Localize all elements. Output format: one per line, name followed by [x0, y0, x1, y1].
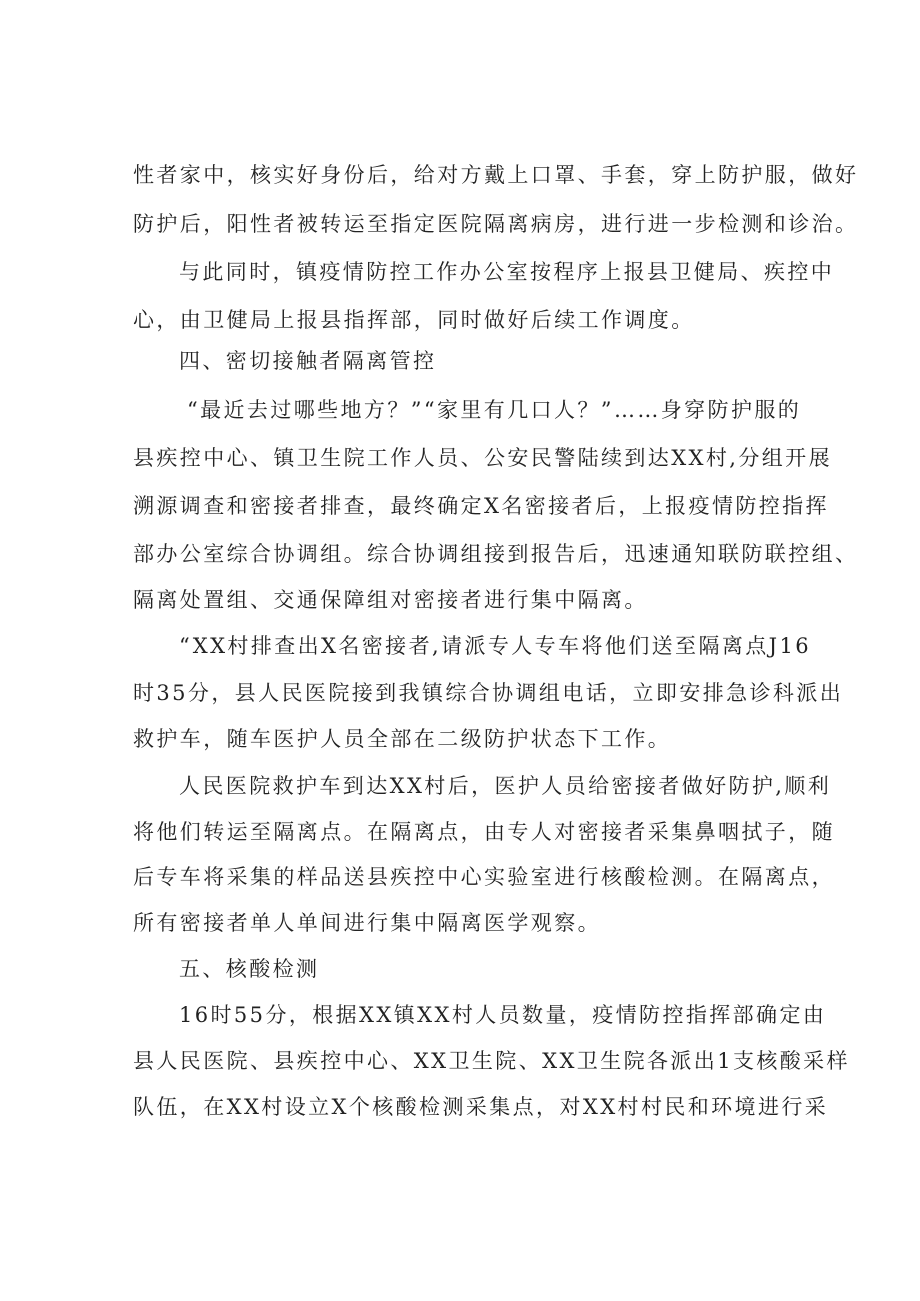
text-line: 县人民医院、县疾控中心、XX卫生院、XX卫生院各派出1支核酸采样 — [133, 1049, 850, 1073]
text-line: 队伍，在XX村设立X个核酸检测采集点，对XX村村民和环境进行采 — [133, 1095, 829, 1119]
text-line: 性者家中，核实好身份后，给对方戴上口罩、手套，穿上防护服，做好 — [133, 163, 859, 187]
text-line: 隔离处置组、交通保障组对密接者进行集中隔离。 — [133, 588, 648, 612]
text-line: 与此同时，镇疫情防控工作办公室按程序上报县卫健局、疾控中 — [179, 260, 835, 284]
text-line: 心，由卫健局上报县指挥部，同时做好后续工作调度。 — [133, 308, 695, 332]
text-line: 人民医院救护车到达XX村后，医护人员给密接者做好防护,顺利 — [179, 774, 832, 798]
text-line: 部办公室综合协调组。综合协调组接到报告后，迅速通知联防联控组、 — [133, 542, 859, 566]
text-line: 防护后，阳性者被转运至指定医院隔离病房，进行进一步检测和诊治。 — [133, 212, 859, 236]
section-heading: 五、核酸检测 — [179, 957, 320, 981]
text-line: 将他们转运至隔离点。在隔离点，由专人对密接者采集鼻咽拭子，随 — [133, 820, 835, 844]
text-line: 救护车，随车医护人员全部在二级防护状态下工作。 — [133, 727, 672, 751]
text-line: 县疾控中心、镇卫生院工作人员、公安民警陆续到达XX村,分组开展 — [133, 446, 832, 470]
text-line: 后专车将采集的样品送县疾控中心实验室进行核酸检测。在隔离点， — [133, 865, 835, 889]
text-line: 溯源调查和密接者排查，最终确定X名密接者后，上报疫情防控指挥 — [133, 494, 829, 518]
text-line: 16时55分，根据XX镇XX村人员数量，疫情防控指挥部确定由 — [179, 1003, 827, 1027]
text-line: 所有密接者单人单间进行集中隔离医学观察。 — [133, 911, 601, 935]
section-heading: 四、密切接触者隔离管控 — [179, 349, 437, 373]
text-line: “最近去过哪些地方？”“家里有几口人？”……身穿防护服的 — [187, 398, 802, 422]
text-line: 时35分，县人民医院接到我镇综合协调组电话，立即安排急诊科派出 — [133, 681, 844, 705]
text-line: “XX村排查出X名密接者,请派专人专车将他们送至隔离点J16 — [179, 634, 811, 658]
